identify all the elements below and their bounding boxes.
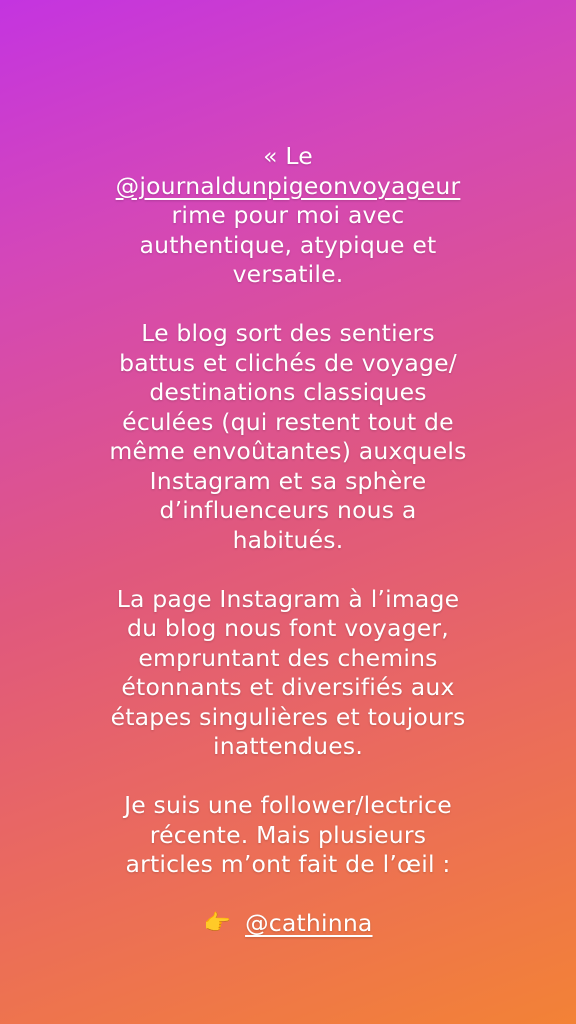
intro-line: versatile. xyxy=(232,260,344,288)
mention-line xyxy=(40,172,536,202)
paragraph-gap xyxy=(40,555,536,585)
text-line: battus et clichés de voyage/ xyxy=(119,348,457,377)
text-line: éculées (qui restent tout de xyxy=(122,407,454,436)
text-line: empruntant des chemins xyxy=(138,643,438,672)
intro-line: authentique, atypique et xyxy=(139,230,437,259)
text-line: Instagram et sa sphère xyxy=(149,466,427,495)
text-line: inattendues. xyxy=(213,732,363,760)
text-line: habitués. xyxy=(232,525,344,554)
text-line: destinations classiques xyxy=(149,378,427,406)
text-line: étapes singulières et toujours xyxy=(110,702,466,731)
final-mention-line xyxy=(40,909,536,939)
text-line: articles m’ont fait de l’œil : xyxy=(125,850,451,878)
follower-paragraph xyxy=(40,791,536,880)
instagram-paragraph xyxy=(40,585,536,762)
text-line: du blog nous font voyager, xyxy=(127,614,449,642)
mention-journaldunpigeonvoyageur[interactable]: @journaldunpigeonvoyageur xyxy=(115,171,461,200)
text-line: étonnants et diversifiés aux xyxy=(121,673,455,701)
paragraph-gap xyxy=(40,290,536,320)
intro-line: rime pour moi avec xyxy=(171,201,405,229)
text-line: Le blog sort des sentiers xyxy=(141,319,435,347)
blog-paragraph xyxy=(40,319,536,555)
intro-line: « Le xyxy=(263,142,313,170)
text-line: d’influenceurs nous a xyxy=(159,496,417,524)
paragraph-gap xyxy=(40,762,536,792)
text-line: récente. Mais plusieurs xyxy=(149,820,427,849)
mention-cathinna[interactable]: @cathinna xyxy=(245,909,373,937)
paragraph-gap xyxy=(40,880,536,910)
story-text xyxy=(40,142,536,939)
intro-paragraph xyxy=(40,142,536,290)
text-line: même envoûtantes) auxquels xyxy=(109,437,467,465)
text-line: Je suis une follower/lectrice xyxy=(124,791,452,819)
text-line: La page Instagram à l’image xyxy=(116,584,460,613)
pointing-hand-icon: 👉 xyxy=(203,910,232,936)
